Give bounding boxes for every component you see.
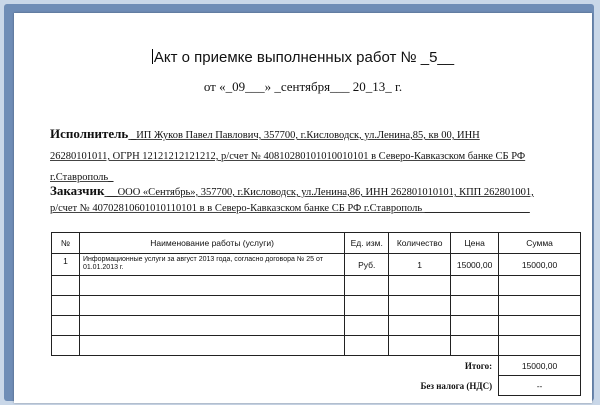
header-quantity: Количество bbox=[389, 233, 451, 254]
header-price: Цена bbox=[451, 233, 499, 254]
executor-label: Исполнитель bbox=[50, 126, 129, 141]
services-table bbox=[51, 232, 581, 396]
document-page bbox=[14, 13, 592, 403]
table-row-empty bbox=[52, 316, 581, 336]
customer-block bbox=[50, 183, 580, 217]
document-title-text: Акт о приемке выполненных работ № _5__ bbox=[153, 49, 455, 66]
executor-block bbox=[50, 123, 580, 188]
cell-quantity: 1 bbox=[389, 254, 451, 276]
total-label: Итого: bbox=[464, 360, 493, 371]
customer-line-2: р/счет № 40702810601010110101 в в Северо-Кавказском банке СБ РФ г.Ставрополь ____________________ bbox=[50, 203, 530, 214]
vat-value: -- bbox=[499, 376, 581, 396]
header-work-name: Наименование работы (услуги) bbox=[79, 233, 344, 254]
vat-row bbox=[52, 376, 581, 396]
cell-work-name: Информационные услуги за август 2013 года, согласно договора № 25 от 01.01.2013 г. bbox=[79, 254, 344, 276]
table-row bbox=[52, 254, 581, 276]
vat-label: Без налога (НДС) bbox=[420, 380, 493, 391]
document-date: от «_09___» _сентября___ 20_13_ г. bbox=[203, 79, 403, 94]
executor-line-1: _ИП Жуков Павел Павлович, 357700, г.Кисловодск, ул.Ленина,85, кв 00, ИНН bbox=[128, 130, 480, 141]
executor-line-2: 26280101011, ОГРН 12121212121212, р/счет № 40810280101010010101 в Северо-Кавказском банке СБ РФ bbox=[50, 151, 526, 162]
document-frame bbox=[4, 4, 594, 401]
table-row-empty bbox=[52, 276, 581, 296]
cell-amount: 15000,00 bbox=[499, 254, 581, 276]
header-amount: Сумма bbox=[499, 233, 581, 254]
table-header-row bbox=[52, 233, 581, 254]
customer-line-1: __ООО «Сентябрь», 357700, г.Кисловодск, ул.Ленина,86, ИНН 262801010101, КПП 262801001, bbox=[104, 187, 534, 198]
total-row bbox=[52, 356, 581, 376]
cell-number: 1 bbox=[52, 254, 80, 276]
customer-label: Заказчик bbox=[50, 183, 105, 198]
cell-unit: Руб. bbox=[345, 254, 389, 276]
cell-price: 15000,00 bbox=[451, 254, 499, 276]
total-value: 15000,00 bbox=[499, 356, 581, 376]
header-number: № bbox=[52, 233, 80, 254]
executor-line-3: г.Ставрополь_ bbox=[50, 172, 114, 183]
text-cursor bbox=[152, 49, 153, 64]
table-row-empty bbox=[52, 336, 581, 356]
header-unit: Ед. изм. bbox=[345, 233, 389, 254]
document-title bbox=[14, 49, 592, 66]
table-row-empty bbox=[52, 296, 581, 316]
